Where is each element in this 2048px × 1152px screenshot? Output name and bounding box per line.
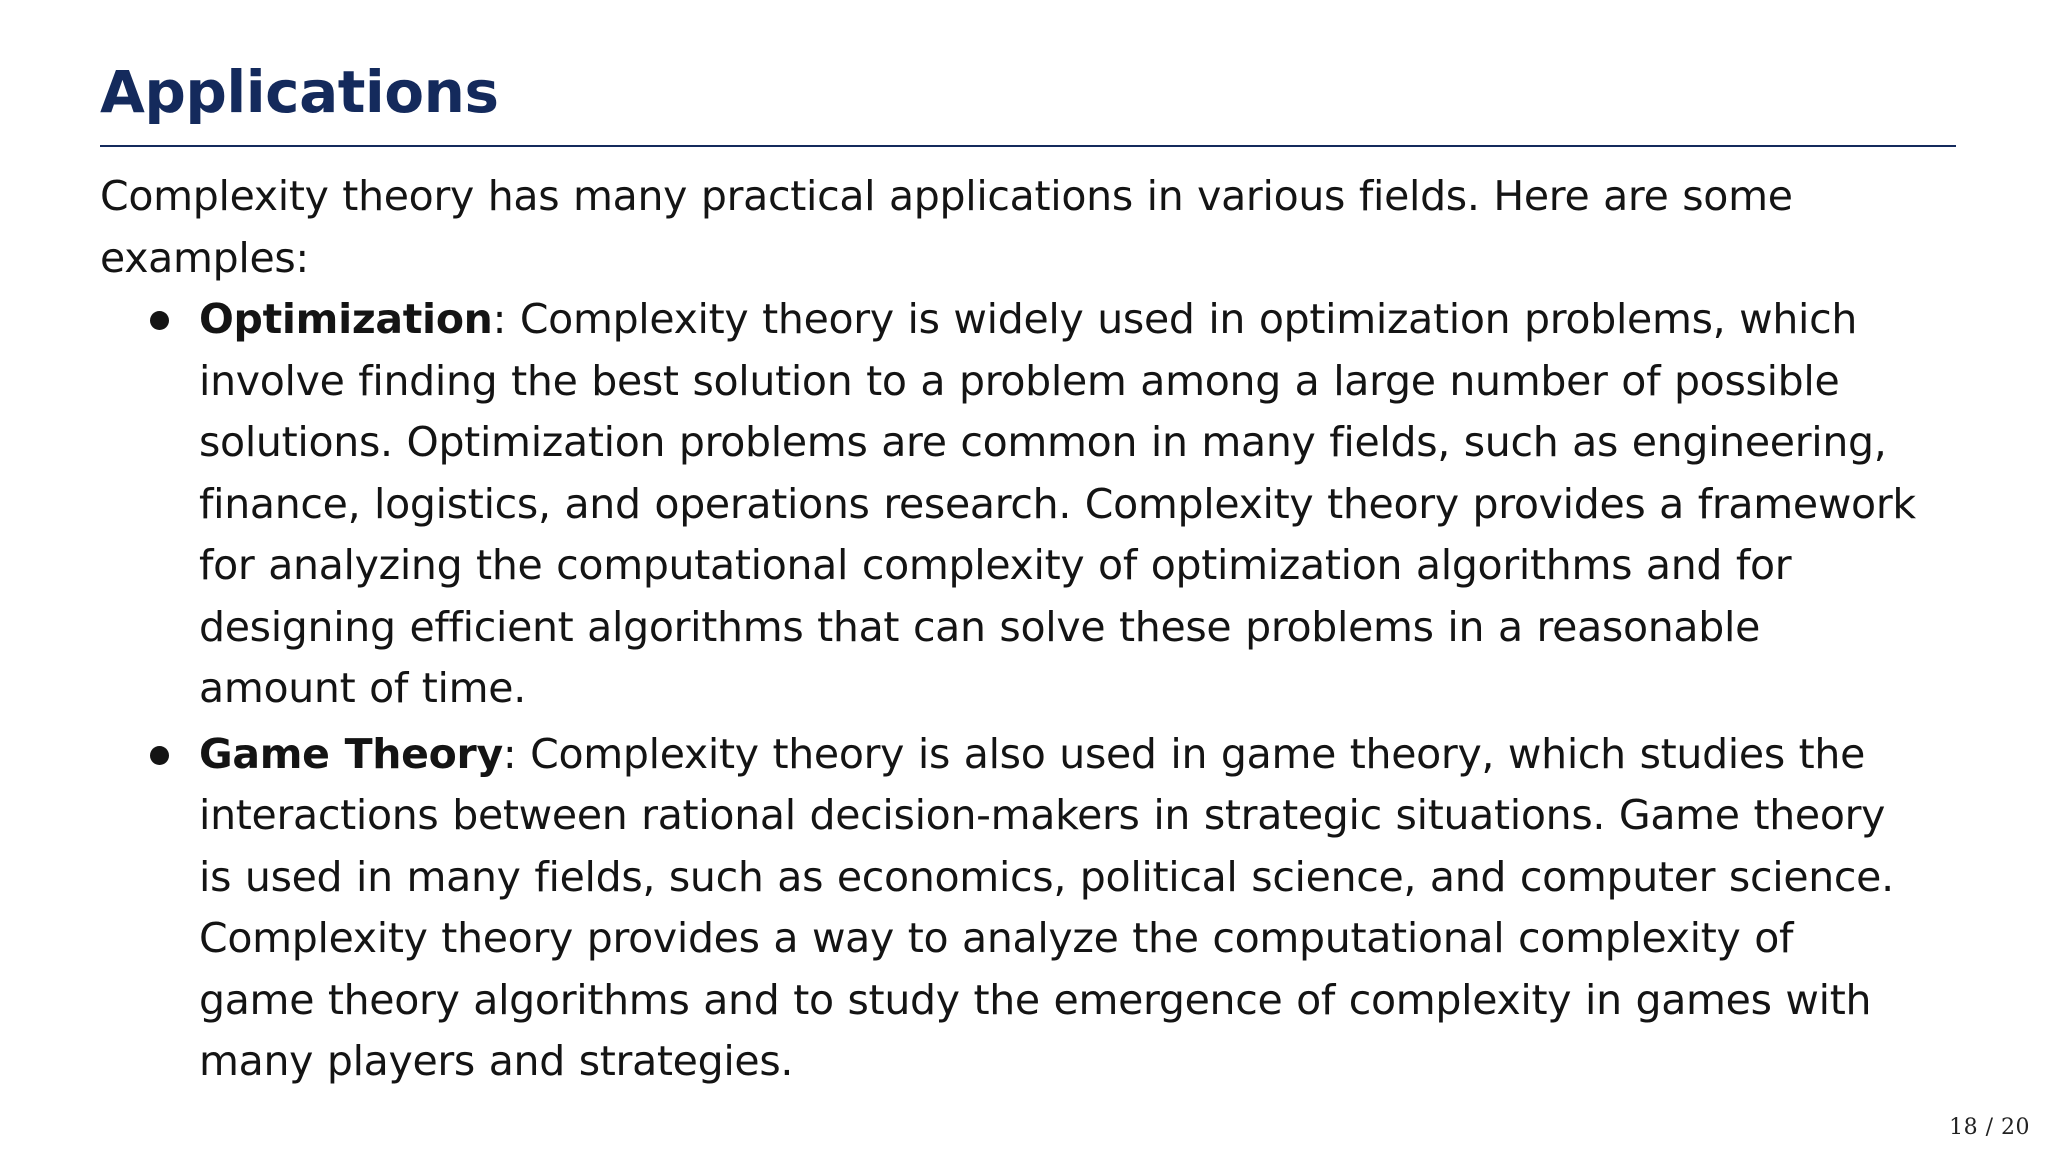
item-description: Complexity theory is also used in game theory, which studies the interactions between rational decision-makers in strategic situations. Game theory is used in many fields, such as economics, political science, and computer science. Complexity theory provides a way to analyze the computational complexity of game theory algorithms and to study the emergence of complexity in games with many players and strategies. xyxy=(199,729,1894,1085)
slide-title: Applications xyxy=(100,58,499,126)
bullet-icon xyxy=(150,746,169,765)
item-term: Optimization xyxy=(199,295,493,343)
item-term: Game Theory xyxy=(199,729,503,778)
slide-body xyxy=(100,166,1920,1093)
list-item-game-theory xyxy=(100,724,1920,1093)
item-separator: : xyxy=(492,295,507,343)
list-item-optimization xyxy=(100,289,1920,720)
title-divider xyxy=(100,145,1956,147)
page-number: 18 / 20 xyxy=(1949,1115,2030,1140)
intro-paragraph: Complexity theory has many practical applications in various fields. Here are some examples: xyxy=(100,172,1793,282)
item-separator: : xyxy=(502,729,517,778)
applications-list xyxy=(100,289,1920,1093)
bullet-icon xyxy=(150,311,169,330)
item-description: Complexity theory is widely used in optimization problems, which involve finding the best solution to a problem among a large number of possible solutions. Optimization problems are common in many fields, such as engineering, finance, logistics, and operations research. Complexity theory provides a framework for analyzing the computational complexity of optimization algorithms and for designing efficient algorithms that can solve these problems in a reasonable amount of time. xyxy=(199,295,1916,712)
